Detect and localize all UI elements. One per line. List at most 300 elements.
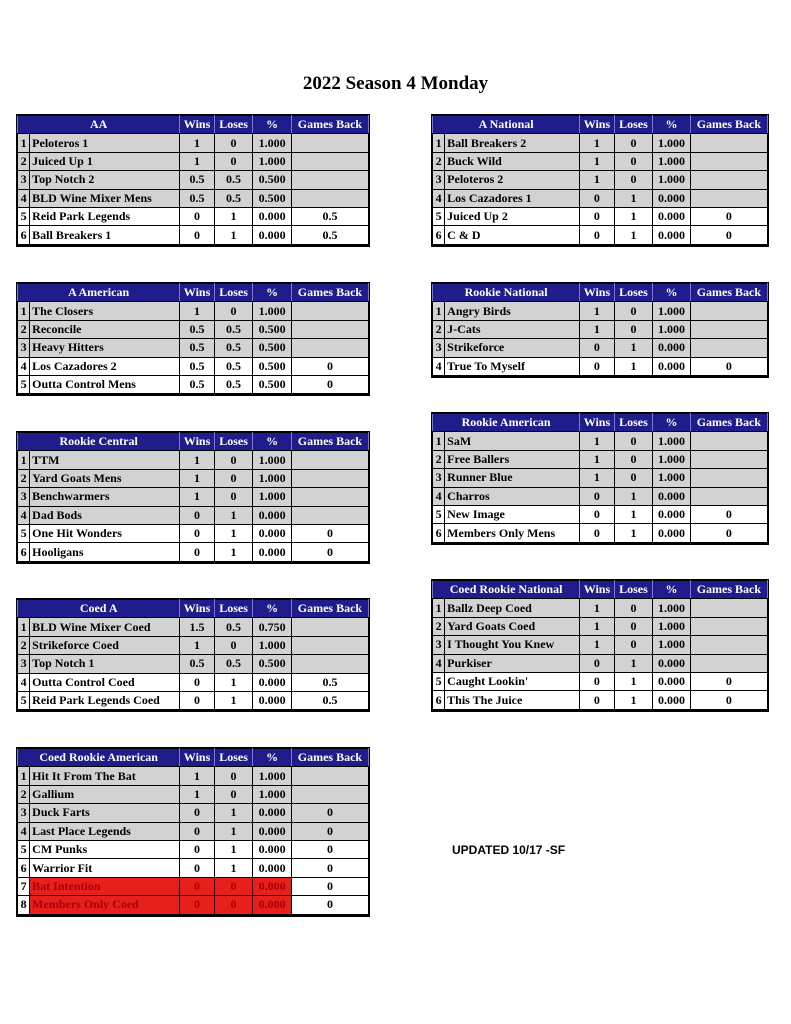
wins-value: 0.5 xyxy=(180,375,214,394)
table-row xyxy=(433,505,768,523)
team-name: Reconcile xyxy=(30,320,180,338)
pct-value: 1.000 xyxy=(653,320,691,338)
team-name: Caught Lookin' xyxy=(445,672,580,690)
team-name: Gallium xyxy=(30,785,180,803)
rank-cell: 3 xyxy=(433,469,445,487)
team-name: SaM xyxy=(445,432,580,450)
pct-value: 0.500 xyxy=(253,655,292,673)
games-back-value: 0 xyxy=(690,505,767,523)
rank-cell: 5 xyxy=(433,672,445,690)
wins-value: 0.5 xyxy=(180,655,214,673)
team-name: Duck Farts xyxy=(30,804,180,822)
division-name: AA xyxy=(18,116,180,134)
table-row xyxy=(18,691,369,710)
games-back-value: 0.5 xyxy=(291,673,368,691)
table-row xyxy=(18,451,369,469)
rank-cell: 6 xyxy=(433,226,445,245)
rank-cell: 5 xyxy=(18,840,30,858)
wins-value: 0 xyxy=(580,505,615,523)
wins-value: 0 xyxy=(580,672,615,690)
rank-cell: 2 xyxy=(18,320,30,338)
rank-cell: 4 xyxy=(18,506,30,524)
pct-header: % xyxy=(253,600,292,618)
team-name: Strikeforce xyxy=(445,339,580,357)
games-back-value xyxy=(291,189,368,207)
rank-cell: 4 xyxy=(18,189,30,207)
rank-cell: 3 xyxy=(18,488,30,506)
table-row xyxy=(433,171,768,189)
wins-value: 0 xyxy=(180,691,214,710)
loses-value: 0 xyxy=(614,134,653,152)
standings-table-rookie-national xyxy=(432,283,768,377)
table-row xyxy=(433,617,768,635)
rank-cell: 7 xyxy=(18,877,30,895)
rank-cell: 4 xyxy=(18,357,30,375)
table-row xyxy=(18,655,369,673)
wins-header: Wins xyxy=(180,600,214,618)
table-row xyxy=(433,320,768,338)
pct-value: 1.000 xyxy=(653,171,691,189)
table-header-row xyxy=(433,284,768,302)
loses-header: Loses xyxy=(614,116,653,134)
team-name: Buck Wild xyxy=(445,152,580,170)
pct-value: 0.000 xyxy=(653,207,691,225)
games-back-value: 0 xyxy=(291,375,368,394)
rank-cell: 2 xyxy=(433,450,445,468)
rank-cell: 2 xyxy=(433,617,445,635)
team-name: Dad Bods xyxy=(30,506,180,524)
games-back-value: 0 xyxy=(690,357,767,376)
table-row xyxy=(18,785,369,803)
games-back-value: 0 xyxy=(291,524,368,542)
games-back-value: 0 xyxy=(291,357,368,375)
rank-cell: 3 xyxy=(18,171,30,189)
wins-value: 1.5 xyxy=(180,618,214,636)
team-name: Los Cazadores 2 xyxy=(30,357,180,375)
loses-header: Loses xyxy=(614,284,653,302)
table-header-row xyxy=(18,749,369,767)
table-row xyxy=(433,691,768,710)
table-row xyxy=(18,226,369,245)
table-row xyxy=(18,207,369,225)
loses-value: 0.5 xyxy=(214,618,253,636)
division-name: Coed A xyxy=(18,600,180,618)
loses-value: 1 xyxy=(214,804,253,822)
table-header-row xyxy=(18,600,369,618)
games-back-value xyxy=(291,785,368,803)
table-row xyxy=(18,636,369,654)
wins-value: 0 xyxy=(180,840,214,858)
table-row xyxy=(433,654,768,672)
loses-value: 0 xyxy=(214,469,253,487)
loses-value: 0 xyxy=(614,617,653,635)
team-name: Yard Goats Mens xyxy=(30,469,180,487)
games-back-value xyxy=(291,506,368,524)
games-back-value xyxy=(690,487,767,505)
pct-value: 0.000 xyxy=(253,804,292,822)
wins-value: 1 xyxy=(180,767,214,785)
table-row xyxy=(433,339,768,357)
rank-cell: 2 xyxy=(18,636,30,654)
games-back-value xyxy=(690,320,767,338)
games-back-value xyxy=(690,152,767,170)
wins-value: 0 xyxy=(180,877,214,895)
games-back-value xyxy=(690,171,767,189)
rank-cell: 3 xyxy=(18,339,30,357)
games-back-header: Games Back xyxy=(690,581,767,599)
pct-header: % xyxy=(253,433,292,451)
rank-cell: 1 xyxy=(433,134,445,152)
table-row xyxy=(18,357,369,375)
rank-cell: 1 xyxy=(433,302,445,320)
pct-value: 1.000 xyxy=(653,134,691,152)
games-back-header: Games Back xyxy=(690,414,767,432)
games-back-value xyxy=(690,654,767,672)
games-back-header: Games Back xyxy=(291,600,368,618)
games-back-value xyxy=(690,617,767,635)
loses-value: 0 xyxy=(614,171,653,189)
loses-value: 0 xyxy=(214,896,253,915)
wins-value: 0 xyxy=(180,506,214,524)
table-row xyxy=(18,189,369,207)
wins-value: 1 xyxy=(180,451,214,469)
table-row xyxy=(433,357,768,376)
rank-cell: 1 xyxy=(18,618,30,636)
table-row xyxy=(433,636,768,654)
team-name: J-Cats xyxy=(445,320,580,338)
team-name: Outta Control Mens xyxy=(30,375,180,394)
wins-value: 0 xyxy=(580,207,615,225)
wins-value: 1 xyxy=(580,302,615,320)
team-name: The Closers xyxy=(30,302,180,320)
standings-table-coed-rookie-national xyxy=(432,580,768,711)
table-row xyxy=(433,487,768,505)
loses-value: 0 xyxy=(214,767,253,785)
wins-value: 1 xyxy=(580,469,615,487)
pct-value: 0.000 xyxy=(253,524,292,542)
wins-header: Wins xyxy=(580,116,615,134)
standings-table-aa xyxy=(17,115,369,246)
table-row xyxy=(433,134,768,152)
wins-value: 1 xyxy=(180,152,214,170)
rank-cell: 2 xyxy=(18,785,30,803)
rank-cell: 4 xyxy=(433,357,445,376)
games-back-header: Games Back xyxy=(291,433,368,451)
wins-header: Wins xyxy=(180,284,214,302)
wins-value: 0 xyxy=(180,226,214,245)
games-back-value xyxy=(291,636,368,654)
wins-value: 0 xyxy=(180,543,214,562)
pct-value: 0.000 xyxy=(253,207,292,225)
wins-value: 0 xyxy=(180,673,214,691)
games-back-value: 0 xyxy=(291,822,368,840)
pct-value: 1.000 xyxy=(253,488,292,506)
games-back-value xyxy=(291,339,368,357)
loses-header: Loses xyxy=(214,116,253,134)
pct-header: % xyxy=(653,581,691,599)
division-name: Rookie American xyxy=(433,414,580,432)
table-row xyxy=(18,673,369,691)
loses-value: 1 xyxy=(614,226,653,245)
pct-value: 0.000 xyxy=(653,487,691,505)
games-back-value xyxy=(690,469,767,487)
team-name: This The Juice xyxy=(445,691,580,710)
pct-value: 1.000 xyxy=(653,432,691,450)
pct-value: 1.000 xyxy=(653,450,691,468)
pct-value: 1.000 xyxy=(253,451,292,469)
rank-cell: 1 xyxy=(433,599,445,617)
division-name: A National xyxy=(433,116,580,134)
wins-value: 0 xyxy=(580,339,615,357)
team-name: Members Only Coed xyxy=(30,896,180,915)
games-back-value: 0 xyxy=(690,226,767,245)
team-name: Strikeforce Coed xyxy=(30,636,180,654)
wins-value: 1 xyxy=(180,469,214,487)
loses-value: 0 xyxy=(614,302,653,320)
rank-cell: 4 xyxy=(433,487,445,505)
loses-value: 0 xyxy=(614,599,653,617)
division-name: Rookie National xyxy=(433,284,580,302)
table-row xyxy=(18,822,369,840)
wins-header: Wins xyxy=(580,414,615,432)
loses-header: Loses xyxy=(214,284,253,302)
games-back-value xyxy=(690,302,767,320)
wins-value: 0 xyxy=(180,524,214,542)
team-name: Heavy Hitters xyxy=(30,339,180,357)
wins-value: 0 xyxy=(580,487,615,505)
table-row xyxy=(433,152,768,170)
loses-value: 1 xyxy=(214,226,253,245)
rank-cell: 5 xyxy=(433,505,445,523)
games-back-value: 0 xyxy=(291,543,368,562)
pct-value: 1.000 xyxy=(253,469,292,487)
wins-value: 0 xyxy=(180,859,214,877)
rank-cell: 6 xyxy=(433,524,445,543)
team-name: One Hit Wonders xyxy=(30,524,180,542)
standings-table-coed-a xyxy=(17,599,369,711)
wins-value: 0.5 xyxy=(180,189,214,207)
table-row xyxy=(18,877,369,895)
wins-value: 0 xyxy=(580,226,615,245)
rank-cell: 4 xyxy=(433,189,445,207)
pct-value: 1.000 xyxy=(653,617,691,635)
games-back-value xyxy=(690,432,767,450)
games-back-value xyxy=(690,636,767,654)
pct-value: 0.500 xyxy=(253,171,292,189)
rank-cell: 1 xyxy=(18,451,30,469)
loses-value: 1 xyxy=(614,207,653,225)
loses-value: 0.5 xyxy=(214,655,253,673)
loses-value: 1 xyxy=(214,506,253,524)
page-title: 2022 Season 4 Monday xyxy=(302,73,489,94)
table-header-row xyxy=(433,581,768,599)
wins-header: Wins xyxy=(180,433,214,451)
standings-table-a-american xyxy=(17,283,369,395)
loses-value: 0 xyxy=(214,152,253,170)
wins-value: 1 xyxy=(180,488,214,506)
wins-value: 1 xyxy=(180,302,214,320)
games-back-value xyxy=(690,599,767,617)
loses-value: 1 xyxy=(614,357,653,376)
games-back-value xyxy=(690,189,767,207)
pct-value: 1.000 xyxy=(653,469,691,487)
loses-value: 0.5 xyxy=(214,375,253,394)
loses-value: 1 xyxy=(214,673,253,691)
loses-value: 0 xyxy=(214,302,253,320)
team-name: Reid Park Legends xyxy=(30,207,180,225)
table-header-row xyxy=(433,414,768,432)
rank-cell: 2 xyxy=(18,152,30,170)
wins-value: 1 xyxy=(580,171,615,189)
pct-value: 1.000 xyxy=(253,785,292,803)
loses-value: 1 xyxy=(614,524,653,543)
table-row xyxy=(18,375,369,394)
standings-table-rookie-central xyxy=(17,432,369,563)
wins-value: 1 xyxy=(180,134,214,152)
table-row xyxy=(18,152,369,170)
wins-value: 0 xyxy=(180,207,214,225)
loses-value: 1 xyxy=(214,524,253,542)
games-back-value: 0.5 xyxy=(291,226,368,245)
wins-value: 1 xyxy=(580,599,615,617)
loses-value: 1 xyxy=(614,189,653,207)
games-back-value: 0.5 xyxy=(291,207,368,225)
games-back-value xyxy=(690,450,767,468)
team-name: Peloteros 2 xyxy=(445,171,580,189)
rank-cell: 3 xyxy=(433,339,445,357)
games-back-value xyxy=(291,302,368,320)
pct-header: % xyxy=(653,284,691,302)
wins-value: 1 xyxy=(580,636,615,654)
pct-value: 0.000 xyxy=(653,226,691,245)
loses-value: 0 xyxy=(614,432,653,450)
team-name: Top Notch 2 xyxy=(30,171,180,189)
loses-value: 0.5 xyxy=(214,320,253,338)
pct-value: 0.000 xyxy=(253,877,292,895)
wins-header: Wins xyxy=(180,749,214,767)
games-back-value xyxy=(291,488,368,506)
team-name: Los Cazadores 1 xyxy=(445,189,580,207)
team-name: Hit It From The Bat xyxy=(30,767,180,785)
wins-value: 0 xyxy=(180,822,214,840)
games-back-value xyxy=(291,469,368,487)
division-name: Rookie Central xyxy=(18,433,180,451)
table-row xyxy=(18,896,369,915)
table-row xyxy=(433,432,768,450)
wins-value: 1 xyxy=(580,320,615,338)
rank-cell: 3 xyxy=(18,804,30,822)
pct-value: 1.000 xyxy=(253,152,292,170)
wins-value: 1 xyxy=(580,134,615,152)
loses-value: 0.5 xyxy=(214,357,253,375)
table-row xyxy=(433,524,768,543)
rank-cell: 2 xyxy=(18,469,30,487)
rank-cell: 1 xyxy=(18,302,30,320)
team-name: BLD Wine Mixer Mens xyxy=(30,189,180,207)
loses-value: 1 xyxy=(614,672,653,690)
standings-table-a-national xyxy=(432,115,768,246)
wins-value: 0 xyxy=(580,189,615,207)
table-row xyxy=(18,134,369,152)
loses-value: 1 xyxy=(614,654,653,672)
loses-value: 1 xyxy=(214,822,253,840)
pct-value: 1.000 xyxy=(253,767,292,785)
wins-value: 0.5 xyxy=(180,357,214,375)
pct-value: 0.000 xyxy=(253,822,292,840)
team-name: Top Notch 1 xyxy=(30,655,180,673)
loses-value: 0 xyxy=(214,636,253,654)
table-row xyxy=(433,599,768,617)
table-row xyxy=(18,618,369,636)
pct-value: 0.500 xyxy=(253,189,292,207)
games-back-value: 0 xyxy=(291,877,368,895)
rank-cell: 5 xyxy=(18,691,30,710)
table-row xyxy=(433,189,768,207)
table-row xyxy=(18,767,369,785)
wins-value: 0 xyxy=(580,524,615,543)
games-back-value xyxy=(291,320,368,338)
table-header-row xyxy=(433,116,768,134)
pct-value: 0.000 xyxy=(253,543,292,562)
pct-value: 0.000 xyxy=(653,654,691,672)
division-name: Coed Rookie National xyxy=(433,581,580,599)
rank-cell: 6 xyxy=(18,543,30,562)
pct-value: 1.000 xyxy=(253,636,292,654)
team-name: Free Ballers xyxy=(445,450,580,468)
standings-table-coed-rookie-american xyxy=(17,748,369,916)
wins-value: 0 xyxy=(580,357,615,376)
games-back-value xyxy=(291,171,368,189)
wins-value: 0 xyxy=(580,654,615,672)
table-header-row xyxy=(18,433,369,451)
pct-value: 0.500 xyxy=(253,357,292,375)
loses-value: 0 xyxy=(614,450,653,468)
loses-value: 1 xyxy=(214,840,253,858)
rank-cell: 6 xyxy=(18,226,30,245)
games-back-value xyxy=(291,134,368,152)
wins-value: 1 xyxy=(580,450,615,468)
team-name: Members Only Mens xyxy=(445,524,580,543)
games-back-value: 0 xyxy=(690,691,767,710)
standings-table-rookie-american xyxy=(432,413,768,544)
table-row xyxy=(18,488,369,506)
loses-value: 0.5 xyxy=(214,171,253,189)
wins-header: Wins xyxy=(580,284,615,302)
table-row xyxy=(18,171,369,189)
team-name: Ball Breakers 2 xyxy=(445,134,580,152)
table-header-row xyxy=(18,284,369,302)
team-name: CM Punks xyxy=(30,840,180,858)
team-name: New Image xyxy=(445,505,580,523)
wins-value: 0.5 xyxy=(180,339,214,357)
games-back-header: Games Back xyxy=(291,749,368,767)
loses-header: Loses xyxy=(214,749,253,767)
team-name: Purkiser xyxy=(445,654,580,672)
wins-value: 0 xyxy=(180,804,214,822)
rank-cell: 3 xyxy=(18,655,30,673)
loses-value: 0.5 xyxy=(214,339,253,357)
rank-cell: 4 xyxy=(433,654,445,672)
team-name: Juiced Up 2 xyxy=(445,207,580,225)
games-back-value: 0 xyxy=(690,207,767,225)
pct-header: % xyxy=(253,116,292,134)
wins-value: 1 xyxy=(580,617,615,635)
pct-value: 0.500 xyxy=(253,375,292,394)
games-back-header: Games Back xyxy=(690,284,767,302)
team-name: Runner Blue xyxy=(445,469,580,487)
games-back-value xyxy=(291,152,368,170)
team-name: Outta Control Coed xyxy=(30,673,180,691)
